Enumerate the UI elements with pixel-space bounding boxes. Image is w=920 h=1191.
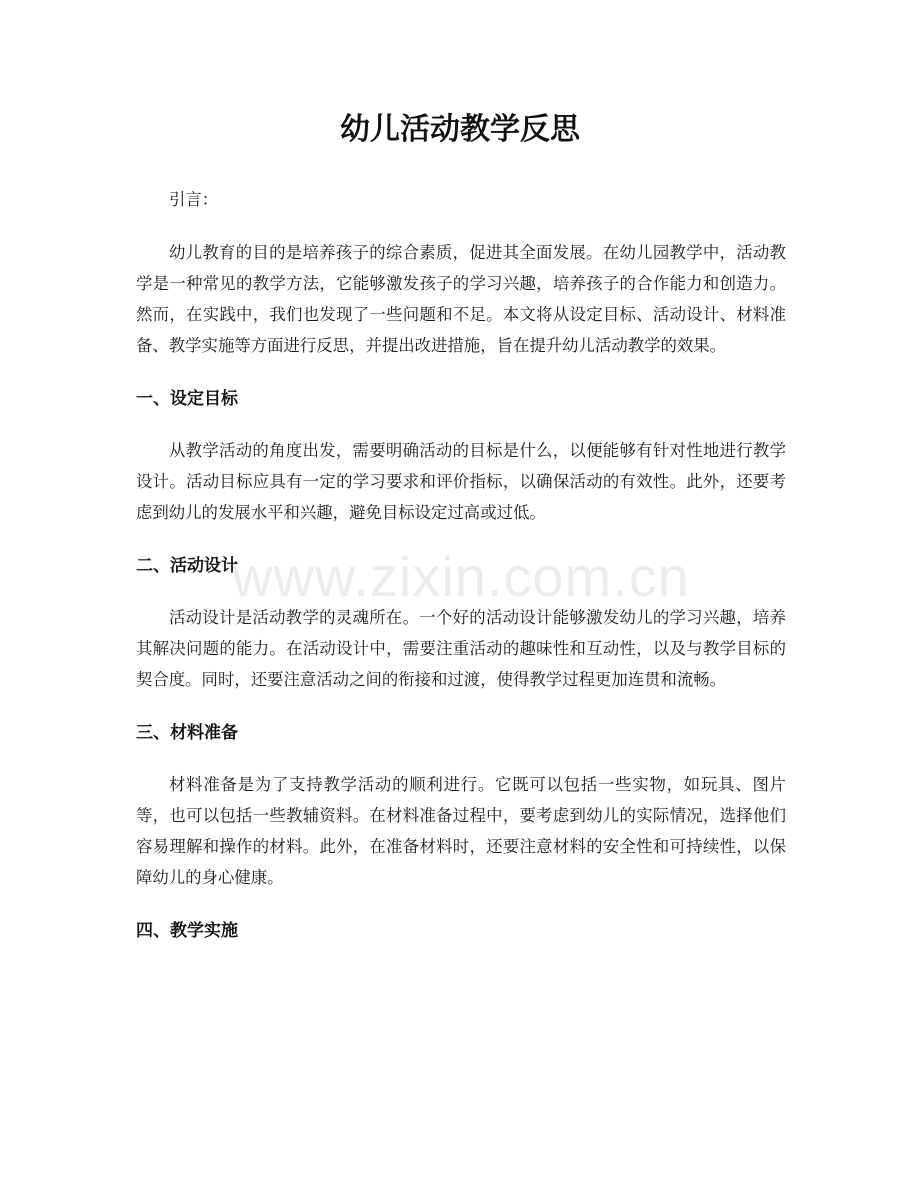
section-paragraph-activity-design: 活动设计是活动教学的灵魂所在。一个好的活动设计能够激发幼儿的学习兴趣，培养其解决问题的能力。在活动设计中，需要注重活动的趣味性和互动性，以及与教学目标的契合度。同时，还要注意活动之间的衔接和过渡，使得教学过程更加连贯和流畅。 [136, 608, 786, 689]
section-heading-implementation: 四、教学实施 [136, 921, 238, 941]
intro-label: 引言： [169, 190, 219, 209]
section-heading-activity-design: 二、活动设计 [136, 556, 238, 576]
section-heading-materials: 三、材料准备 [136, 723, 238, 743]
document-body [136, 184, 786, 967]
section-heading-goals: 一、设定目标 [136, 389, 238, 409]
section-paragraph-materials: 材料准备是为了支持教学活动的顺利进行。它既可以包括一些实物，如玩具、图片等，也可以包括一些教辅资料。在材料准备过程中，要考虑到幼儿的实际情况，选择他们容易理解和操作的材料。此外，在准备材料时，还要注意材料的安全性和可持续性，以保障幼儿的身心健康。 [136, 775, 786, 887]
intro-paragraph: 幼儿教育的目的是培养孩子的综合素质，促进其全面发展。在幼儿园教学中，活动教学是一种常见的教学方法，它能够激发孩子的学习兴趣，培养孩子的合作能力和创造力。然而，在实践中，我们也发现了一些问题和不足。本文将从设定目标、活动设计、材料准备、教学实施等方面进行反思，并提出改进措施，旨在提升幼儿活动教学的效果。 [136, 243, 786, 355]
section-paragraph-goals: 从教学活动的角度出发，需要明确活动的目标是什么，以便能够有针对性地进行教学设计。活动目标应具有一定的学习要求和评价指标，以确保活动的有效性。此外，还要考虑到幼儿的发展水平和兴趣，避免目标设定过高或过低。 [136, 441, 786, 522]
watermark: www.zixin.com.cn [232, 545, 690, 608]
page-title: 幼儿活动教学反思 [340, 112, 580, 147]
